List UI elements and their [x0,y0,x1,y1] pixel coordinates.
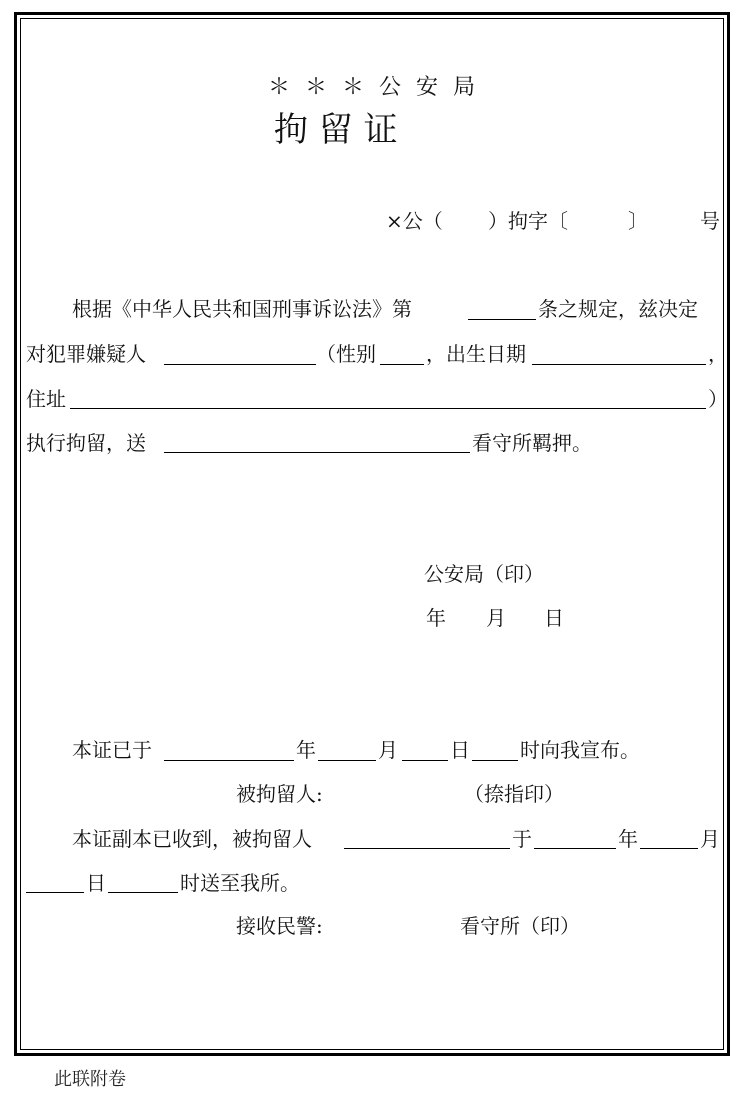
gender-blank [380,364,424,365]
body-line1-text: 根据《中华人民共和国刑事诉讼法》第 [72,297,412,321]
doc-number-prefix: ×公（ [386,209,443,233]
doc-number-end: 〕 [628,209,648,233]
detention-center-blank [164,452,470,453]
gender-label: （性别 [316,342,376,366]
issue-day-label: 日 [544,606,564,630]
fingerprint-label: （捺指印） [464,782,564,806]
article-number-blank [468,319,536,320]
receiving-officer-label: 接收民警: [236,914,323,938]
announce-text: 本证已于 [72,738,152,762]
address-close-paren: ） [708,387,728,411]
announce-year-label: 年 [296,738,316,762]
birthdate-label: ，出生日期 [426,342,526,366]
copy-month-blank [640,848,698,849]
detainee-name-blank [344,848,510,849]
announce-day-label: 日 [450,738,470,762]
announce-month-blank [318,760,376,761]
birthdate-blank [532,364,706,365]
copy-text-end: 时送至我所。 [180,871,300,895]
address-label: 住址 [26,387,66,411]
doc-number-suffix: 号 [700,209,720,233]
copy-month-label: 月 [700,827,720,851]
detention-label: 执行拘留，送 [26,431,146,455]
document-title: 拘 留 证 [274,110,398,150]
body-line1-text-b: 条之规定，兹决定 [538,297,698,321]
announce-month-label: 月 [378,738,398,762]
detainee-label: 被拘留人: [236,782,323,806]
copy-yu-label: 于 [512,827,532,851]
suspect-name-blank [164,364,316,365]
issue-month-label: 月 [486,606,506,630]
police-bureau-seal: 公安局（印） [424,562,544,586]
copy-note: 此联附卷 [54,1069,126,1090]
suspect-label: 对犯罪嫌疑人 [26,342,146,366]
address-blank [70,408,706,409]
line2-comma: ， [708,342,728,366]
copy-hour-blank [108,892,178,893]
copy-day-blank [26,892,84,893]
announce-text-end: 时向我宣布。 [520,738,640,762]
inner-border [20,18,724,1050]
announce-hour-blank [472,760,518,761]
doc-number-mid: ）拘字〔 [488,209,568,233]
copy-received-text: 本证副本已收到，被拘留人 [72,827,312,851]
copy-year-blank [534,848,616,849]
announce-day-blank [402,760,448,761]
announce-year-blank [164,760,294,761]
organization-name: ＊ ＊ ＊ 公 安 局 [268,75,479,100]
issue-year-label: 年 [426,606,446,630]
detention-text-end: 看守所羁押。 [472,431,592,455]
detention-center-seal: 看守所（印） [460,914,580,938]
copy-day-label: 日 [86,871,106,895]
copy-year-label: 年 [618,827,638,851]
